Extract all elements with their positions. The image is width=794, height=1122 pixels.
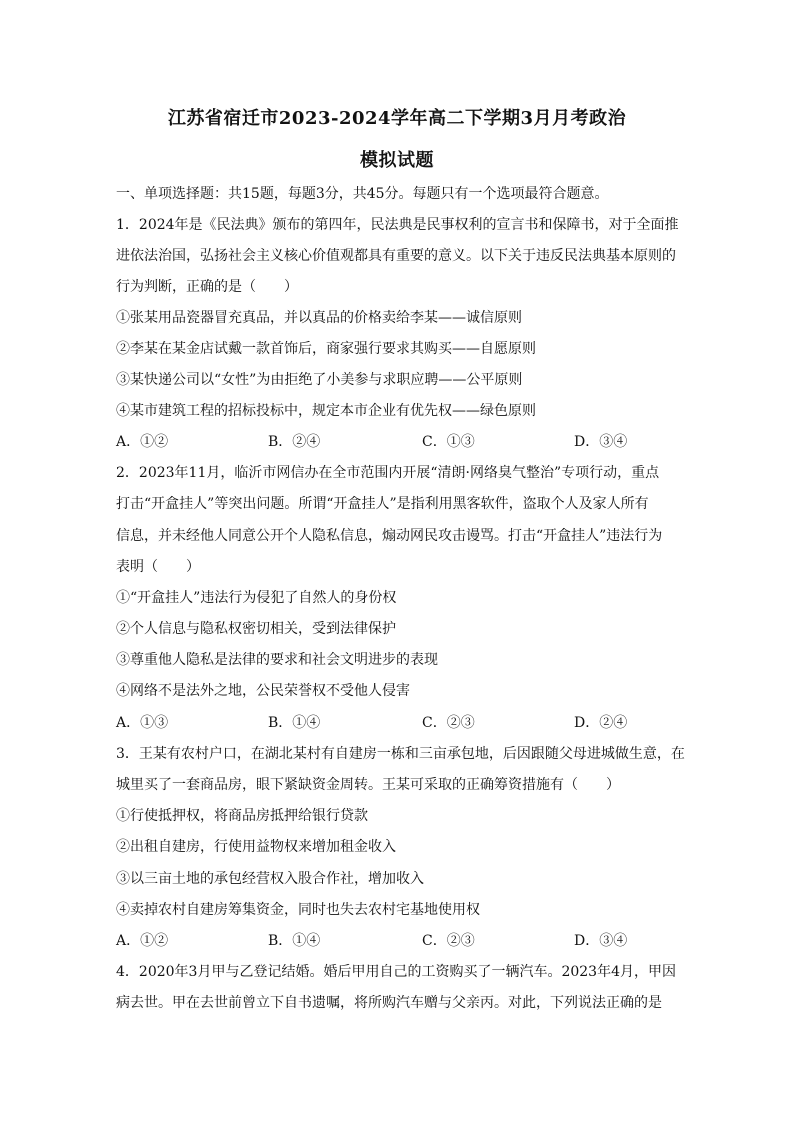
question-1-option-b: B．②④ (268, 434, 321, 450)
question-2-item-4: ④网络不是法外之地，公民荣誉权不受他人侵害 (116, 683, 410, 699)
question-3-option-b: B．①④ (268, 933, 321, 949)
question-1-item-4: ④某市建筑工程的招标投标中，规定本市企业有优先权——绿色原则 (116, 403, 536, 419)
question-4-stem-line-2: 病去世。甲在去世前曾立下自书遗嘱，将所购汽车赠与父亲丙。对此，下列说法正确的是 (116, 995, 662, 1011)
question-2-stem-line-2: 打击“开盒挂人”等突出问题。所谓“开盒挂人”是指利用黑客软件，盗取个人及家人所有 (116, 496, 649, 512)
question-2-stem-line-3: 信息，并未经他人同意公开个人隐私信息，煽动网民攻击谩骂。打击“开盒挂人”违法行为 (116, 528, 663, 544)
question-1-item-1: ①张某用品瓷器冒充真品，并以真品的价格卖给李某——诚信原则 (116, 310, 522, 326)
document-title-line1: 江苏省宿迁市2023-2024学年高二下学期3月月考政治 (167, 108, 627, 129)
question-2-option-d: D．②④ (574, 715, 628, 731)
question-1-option-c: C．①③ (422, 434, 475, 450)
question-1-stem-line-3: 行为判断，正确的是（ ） (116, 279, 298, 295)
section-heading: 一、单项选择题：共15题，每题3分，共45分。每题只有一个选项最符合题意。 (116, 186, 609, 202)
question-2-stem-line-1: 2．2023年11月，临沂市网信办在全市范围内开展“清朗·网络臭气整治”专项行动，重点 (116, 465, 660, 481)
question-3-item-4: ④卖掉农村自建房筹集资金，同时也失去农村宅基地使用权 (116, 902, 480, 918)
question-1-item-3: ③某快递公司以“女性”为由拒绝了小美参与求职应聘——公平原则 (116, 372, 523, 388)
question-3-stem-line-2: 城里买了一套商品房，眼下紧缺资金周转。王某可采取的正确筹资措施有（ ） (116, 777, 620, 793)
question-3-item-3: ③以三亩土地的承包经营权入股合作社，增加收入 (116, 871, 424, 887)
document-title-line2: 模拟试题 (360, 150, 434, 171)
question-1-item-2: ②李某在某金店试戴一款首饰后，商家强行要求其购买——自愿原则 (116, 341, 536, 357)
question-2-item-1: ①“开盒挂人”违法行为侵犯了自然人的身份权 (116, 590, 397, 606)
question-2-option-a: A．①③ (116, 715, 169, 731)
question-2-item-3: ③尊重他人隐私是法律的要求和社会文明进步的表现 (116, 652, 438, 668)
question-2-stem-line-4: 表明（ ） (116, 559, 200, 575)
question-1-option-d: D．③④ (574, 434, 628, 450)
question-3-item-1: ①行使抵押权，将商品房抵押给银行贷款 (116, 808, 368, 824)
question-1-stem-line-2: 进依法治国，弘扬社会主义核心价值观都具有重要的意义。以下关于违反民法典基本原则的 (116, 248, 676, 264)
question-2-item-2: ②个人信息与隐私权密切相关，受到法律保护 (116, 621, 396, 637)
question-3-option-c: C．②③ (422, 933, 475, 949)
question-2-option-b: B．①④ (268, 715, 321, 731)
question-2-option-c: C．②③ (422, 715, 475, 731)
question-3-stem-line-1: 3．王某有农村户口，在湖北某村有自建房一栋和三亩承包地，后因跟随父母进城做生意，在 (116, 746, 685, 762)
question-3-option-d: D．③④ (574, 933, 628, 949)
question-3-option-a: A．①② (116, 933, 169, 949)
question-3-item-2: ②出租自建房，行使用益物权来增加租金收入 (116, 839, 396, 855)
question-1-stem-line-1: 1．2024年是《民法典》颁布的第四年，民法典是民事权利的宣言书和保障书，对于全面推 (116, 217, 679, 233)
question-1-option-a: A．①② (116, 434, 169, 450)
question-4-stem-line-1: 4．2020年3月甲与乙登记结婚。婚后甲用自己的工资购买了一辆汽车。2023年4月，甲因 (116, 964, 676, 980)
